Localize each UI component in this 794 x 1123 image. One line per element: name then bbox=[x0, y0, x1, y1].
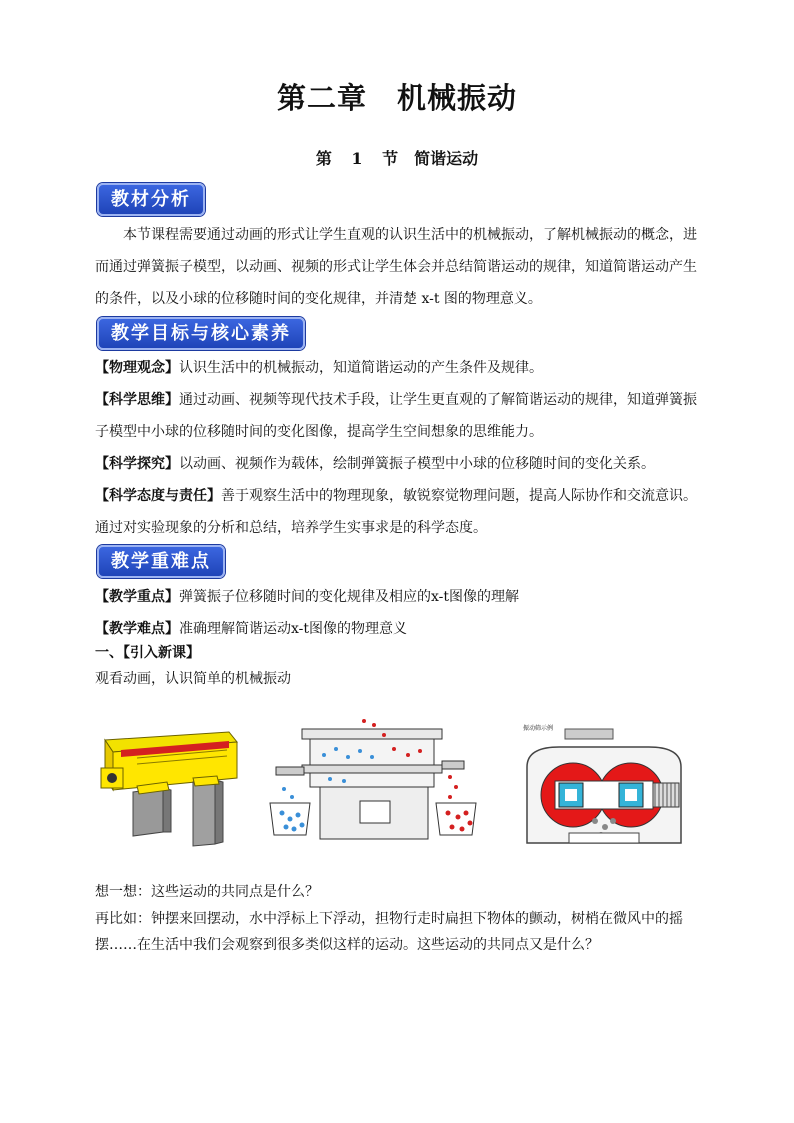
goal-label: 【科学态度与责任】 bbox=[95, 488, 221, 504]
goal-attitude-responsibility bbox=[95, 480, 699, 544]
goal-text: 以动画、视频作为载体，绘制弹簧振子模型中小球的位移随时间的变化关系。 bbox=[179, 456, 655, 472]
think-question: 想一想：这些运动的共同点是什么？ bbox=[95, 884, 319, 900]
intro-text: 观看动画，认识简单的机械振动 bbox=[95, 671, 291, 687]
figure-label: 振动筛示例 bbox=[523, 725, 554, 732]
goal-label: 【科学思维】 bbox=[95, 392, 179, 408]
badge-analysis: 教材分析 bbox=[97, 183, 205, 216]
example-paragraph: 再比如：钟摆来回摆动，水中浮标上下浮动，担物行走时扁担下物体的颤动，树梢在微风中的摇摆……在生活中我们会观察到很多类似这样的运动。这些运动的共同点又是什么？ bbox=[95, 911, 683, 953]
key-label: 【教学重点】 bbox=[95, 589, 179, 605]
key-text: 准确理解简谐运动x-t图像的物理意义 bbox=[179, 621, 408, 637]
badge-keypoints: 教学重难点 bbox=[97, 545, 225, 578]
goal-physics-concept bbox=[95, 352, 699, 384]
badge-goals: 教学目标与核心素养 bbox=[97, 317, 305, 350]
goal-text: 通过动画、视频等现代技术手段，让学生更直观的了解简谐运动的规律，知道弹簧振子模型中小球的位移随时间的变化图像，提高学生空间想象的思维能力。 bbox=[95, 392, 697, 440]
section-title: 第 1 节 简谐运动 bbox=[315, 149, 479, 168]
goal-scientific-inquiry bbox=[95, 448, 699, 480]
chapter-title: 第二章 机械振动 bbox=[276, 81, 517, 115]
analysis-paragraph: 本节课程需要通过动画的形式让学生直观的认识生活中的机械振动，了解机械振动的概念，进而通过弹簧振子模型，以动画、视频的形式让学生体会并总结简谐运动的规律，知道简谐运动产生的条件，以及小球的位移随时间的变化规律，并清楚 x-t 图的物理意义。 bbox=[95, 227, 697, 307]
key-point-difficulty bbox=[95, 618, 703, 640]
goal-label: 【物理观念】 bbox=[95, 360, 179, 376]
intro-heading: 一、【引入新课】 bbox=[95, 645, 200, 661]
vibrating-screen-image bbox=[264, 715, 486, 845]
goal-scientific-thinking bbox=[95, 384, 699, 448]
goal-label: 【科学探究】 bbox=[95, 456, 179, 472]
key-point-focus bbox=[95, 586, 703, 608]
key-text: 弹簧振子位移随时间的变化规律及相应的x-t图像的理解 bbox=[179, 589, 520, 605]
key-label: 【教学难点】 bbox=[95, 621, 179, 637]
vibrating-feeder-image bbox=[97, 728, 245, 850]
goal-text: 认识生活中的机械振动，知道简谐运动的产生条件及规律。 bbox=[179, 360, 543, 376]
roller-machine-image bbox=[519, 723, 689, 847]
goal-text: 善于观察生活中的物理现象，敏锐察觉物理问题，提高人际协作和交流意识。通过对实验现象的分析和总结，培养学生实事求是的科学态度。 bbox=[95, 488, 697, 536]
